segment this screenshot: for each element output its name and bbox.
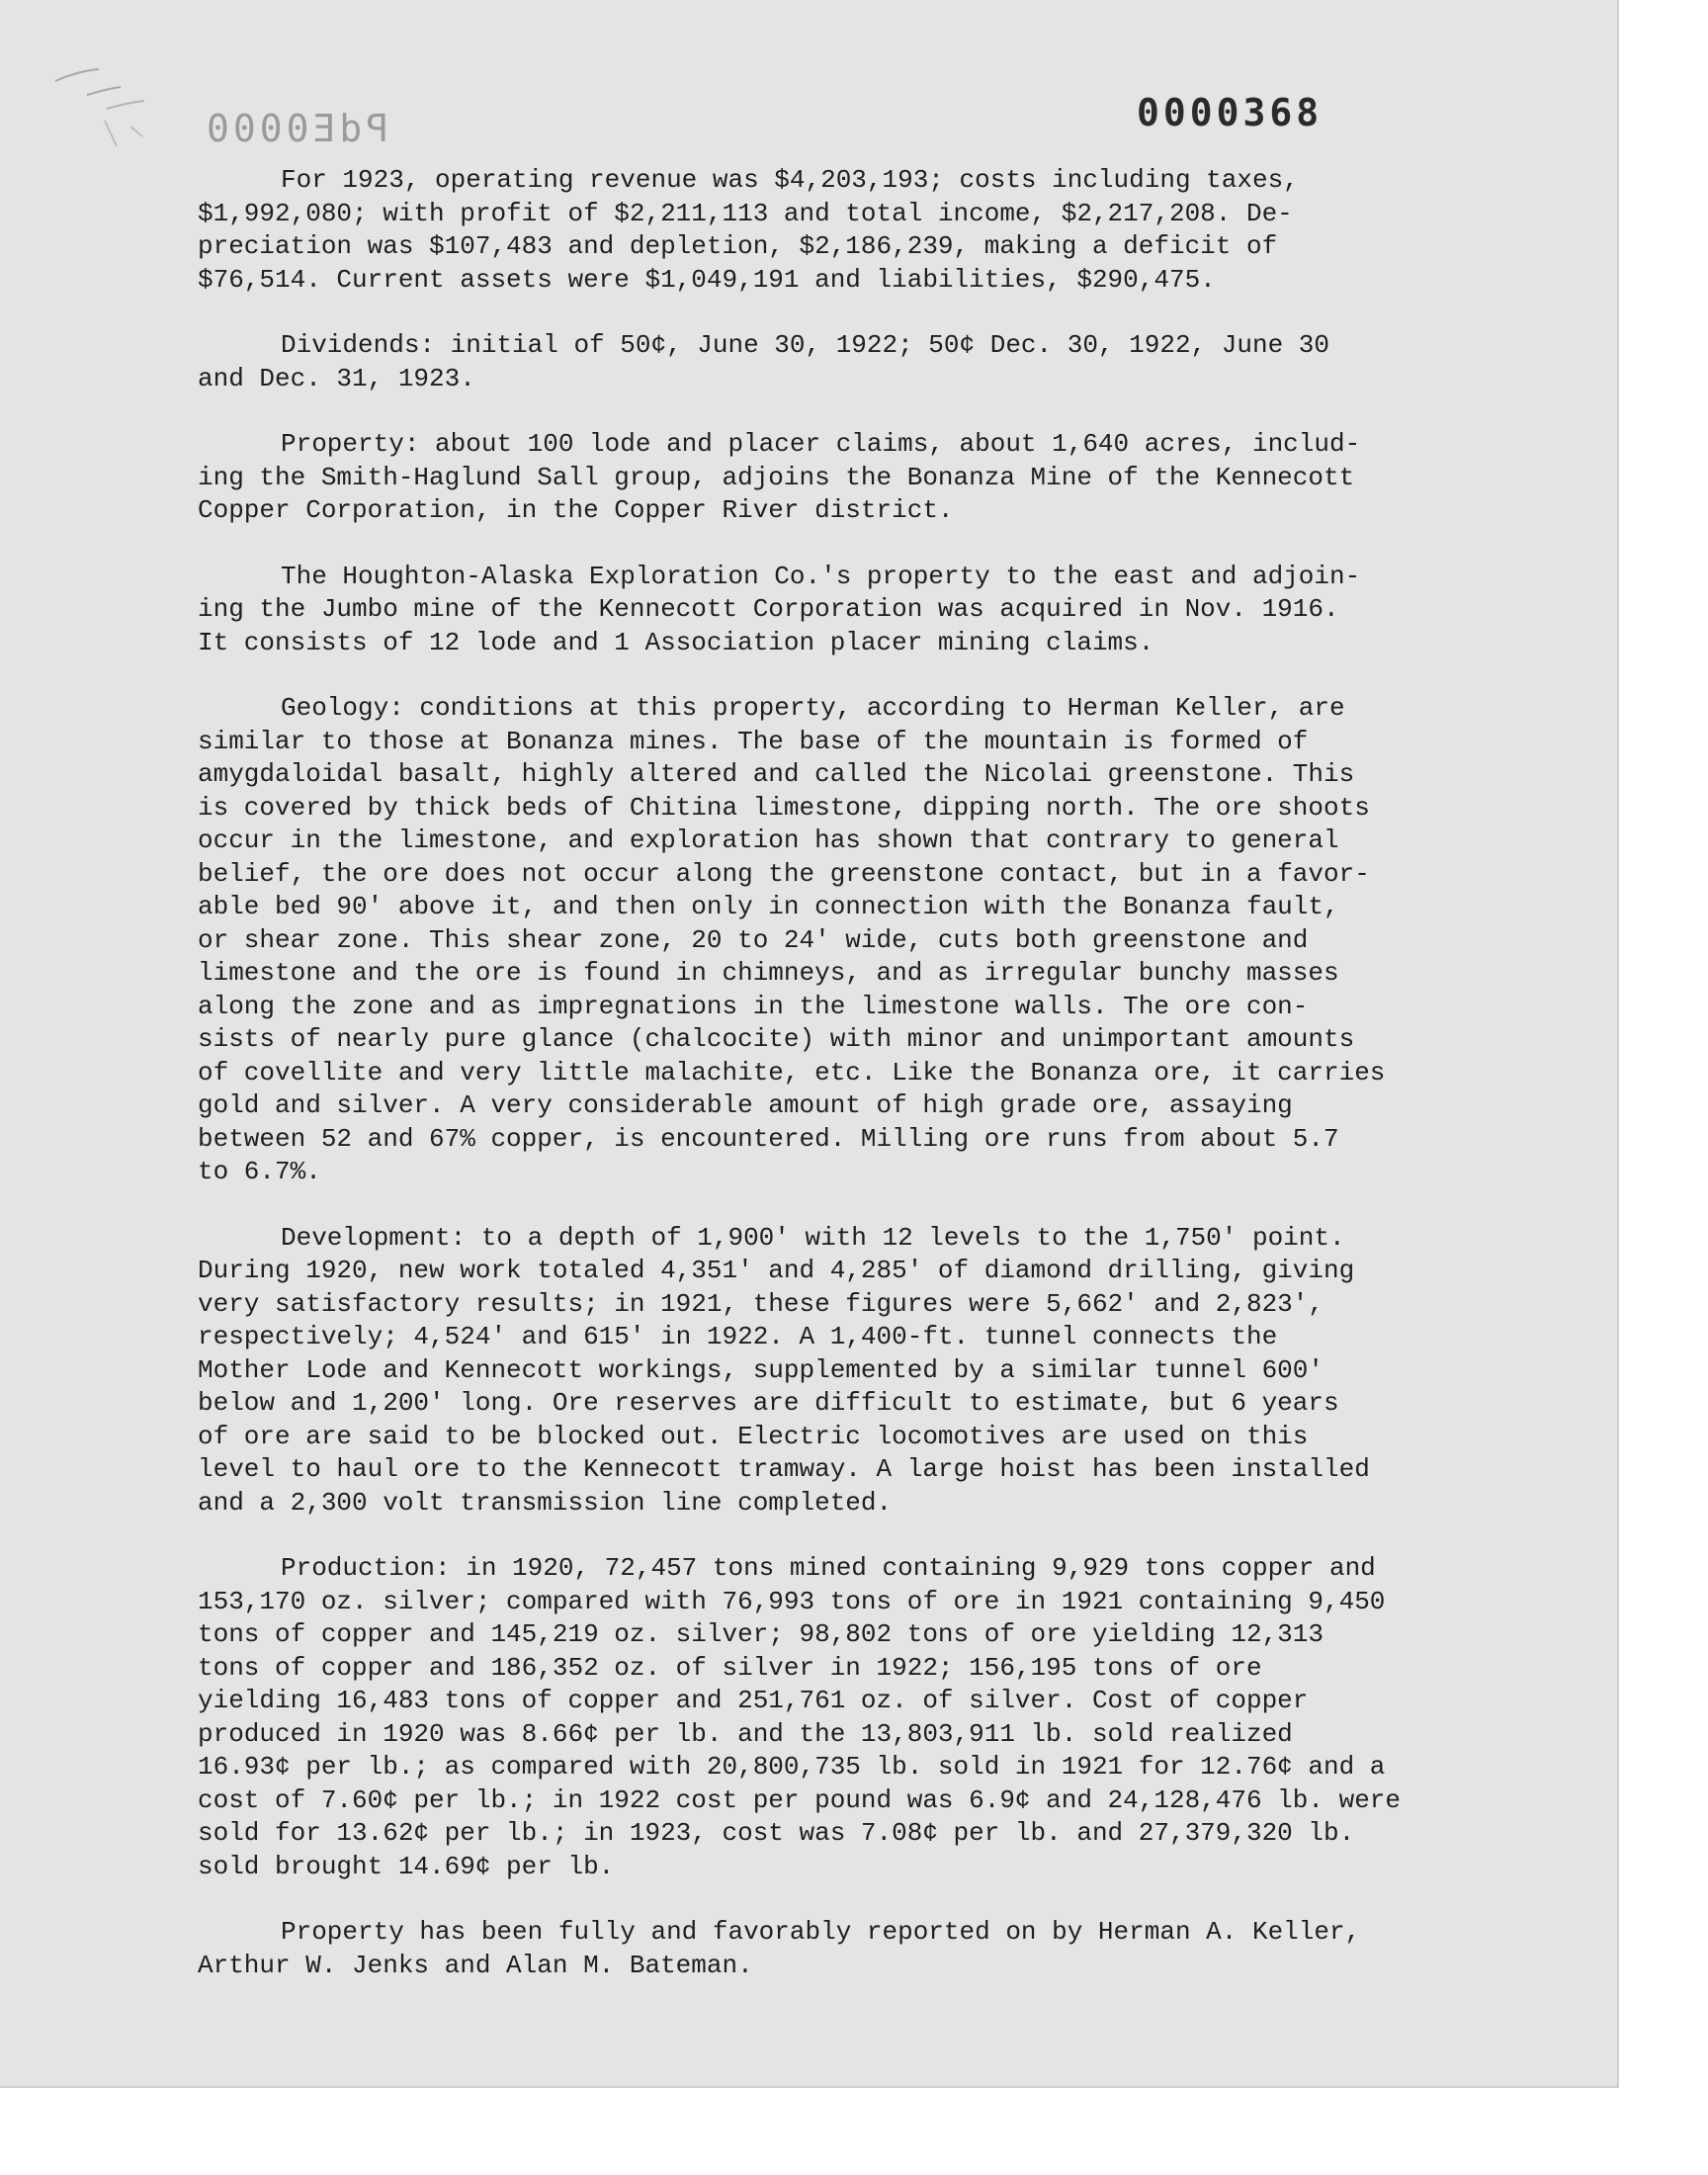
paragraph-financials: For 1923, operating revenue was $4,203,193; costs including taxes, $1,992,080; with profit of $2,211,113 and total income, $2,217,208. De- preciation was $107,483 and depletion, $2,186,239, making a deficit of $76,514. Current assets were $1,049,191 and liabilities, $290,475. <box>198 165 1299 295</box>
pencil-mark <box>47 51 166 150</box>
document-stamp-left: PdE0000 <box>203 107 389 150</box>
document-stamp-right: 0000368 <box>1137 91 1324 134</box>
paragraph-dividends: Dividends: initial of 50¢, June 30, 1922; 50¢ Dec. 30, 1922, June 30 and Dec. 31, 1923. <box>198 330 1329 393</box>
paragraph-development: Development: to a depth of 1,900' with 12 levels to the 1,750' point. During 1920, new work totaled 4,351' and 4,285' of diamond drilling, giving very satisfactory results; in 1921, these figures were 5,662' and 2,823', respectively; 4,524' and 615' in 1922. A 1,400-ft. tunnel connects the Mother Lode and Kennecott workings, supplemented by a similar tunnel 600' below and 1,200' long. Ore reserves are difficult to estimate, but 6 years of ore are said to be blocked out. Electric locomotives are used on this level to haul ore to the Kennecott tramway. A large hoist has been installed and a 2,300 volt transmission line completed. <box>198 1222 1370 1518</box>
paragraph-production: Production: in 1920, 72,457 tons mined containing 9,929 tons copper and 153,170 oz. silver; compared with 76,993 tons of ore in 1921 containing 9,450 tons of copper and 145,219 oz. silver; 98,802 tons of ore yielding 12,313 tons of copper and 186,352 oz. of silver in 1922; 156,195 tons of ore yielding 16,483 tons of copper and 251,761 oz. of silver. Cost of copper produced in 1920 was 8.66¢ per lb. and the 13,803,911 lb. sold realized 16.93¢ per lb.; as compared with 20,800,735 lb. sold in 1921 for 12.76¢ and a cost of 7.60¢ per lb.; in 1922 cost per pound was 6.9¢ and 24,128,476 lb. were sold for 13.62¢ per lb.; in 1923, cost was 7.08¢ per lb. and 27,379,320 lb. sold brought 14.69¢ per lb. <box>198 1553 1401 1881</box>
paragraph-houghton-alaska: The Houghton-Alaska Exploration Co.'s property to the east and adjoin- ing the Jumbo mine of the Kennecott Corporation was acquired in Nov. 1916. It consists of 12 lode and 1 Association placer mining claims. <box>198 561 1361 657</box>
document-body <box>198 164 1502 2015</box>
paragraph-property: Property: about 100 lode and placer claims, about 1,640 acres, includ- ing the Smith-Haglund Sall group, adjoins the Bonanza Mine of the Kennecott Copper Corporation, in the Copper River district. <box>198 429 1361 525</box>
paragraph-geology: Geology: conditions at this property, according to Herman Keller, are similar to those at Bonanza mines. The base of the mountain is formed of amygdaloidal basalt, highly altered and called the Nicolai greenstone. This is covered by thick beds of Chitina limestone, dipping north. The ore shoots occur in the limestone, and exploration has shown that contrary to general belief, the ore does not occur along the greenstone contact, but in a favor- able bed 90' above it, and then only in connection with the Bonanza fault, or shear zone. This shear zone, 20 to 24' wide, cuts both greenstone and limestone and the ore is found in chimneys, and as irregular bunchy masses along the zone and as impregnations in the limestone walls. The ore con- sists of nearly pure glance (chalcocite) with minor and unimportant amounts of covellite and very little malachite, etc. Like the Bonanza ore, it carries gold and silver. A very considerable amount of high grade ore, assaying between 52 and 67% copper, is encountered. Milling ore runs from about 5.7 to 6.7%. <box>198 693 1386 1186</box>
paragraph-reports: Property has been fully and favorably reported on by Herman A. Keller, Arthur W. Jenks and Alan M. Bateman. <box>198 1917 1361 1980</box>
